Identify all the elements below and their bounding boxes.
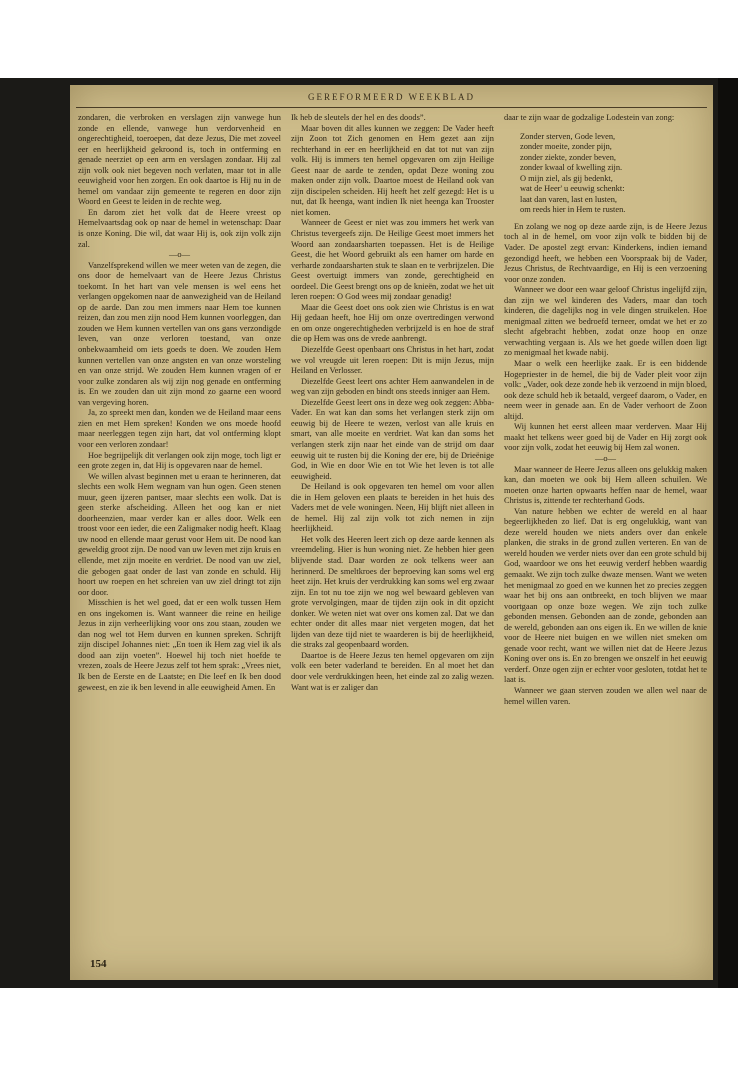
verse-line: O mijn ziel, als gij bedenkt, [520, 173, 613, 183]
magazine-page [70, 85, 713, 980]
paragraph: Diezelfde Geest leert ons achter Hem aanwandelen in de weg van zijn geboden en bindt ons steeds inniger aan Hem. [291, 376, 494, 397]
section-separator: —o— [595, 453, 616, 463]
paragraph: En zolang we nog op deze aarde zijn, is de Heere Jezus toch al in de hemel, om voor zijn volk te bidden bij de Vader. De apostel zegt ervan: Kinderkens, indien iemand gezondigd heeft, we hebben een Voorspraak bij de Vader, Jezus Christus, de Rechtvaardige, en Hij is een verzoening voor onze zonden. [504, 221, 707, 284]
text-column-2 [291, 113, 494, 898]
verse-line: Zonder sterven, Gode leven, [520, 131, 616, 141]
paragraph: Wanneer we gaan sterven zouden we allen wel naar de hemel willen varen. [504, 685, 707, 706]
paragraph: zondaren, die verbroken en verslagen zijn vanwege hun zonde en ellende, vanwege hun verdorvenheid en ongerechtigheid, toeroepen, dat deze Jezus, Die met zoveel eer en heerlijkheid gekroond is, toch in ontferming en genade neerziet op een arm en verslagen zondaar. Hij zal zijn volk ook niet begeven noch verlaten, maar tot in alle eeuwigheid voor hen zorgen. En ook daartoe is Hij nu in de hemel om vandaar zijn gemeente te regeren en door zijn Woord en Geest te leiden in de rechte weg. [78, 113, 281, 207]
paragraph: De Heiland is ook opgevaren ten hemel om voor allen die in Hem geloven een plaats te bereiden in het huis des Vaders met de vele woningen. Neen, Hij blijft niet alleen in de hemel. Hij zal zijn volk tot zich nemen in zijn heerlijkheid. [291, 482, 494, 534]
page-number: 154 [90, 958, 107, 970]
paragraph: Maar o welk een heerlijke zaak. Er is een biddende Hogepriester in de hemel, die bij de Vader pleit voor zijn volk: „Vader, ook deze zonde heb ik verzoend in mijn bloed, ook deze schuld heb ik betaald, vergeef daarom, o Vader, en neem weer in genade aan. En de Vader verhoort de Zoon altijd. [504, 359, 707, 421]
paragraph: Misschien is het wel goed, dat er een wolk tussen Hem en ons ingekomen is. Want wanneer die reine en heilige Jezus in zijn verheerlijking voor ons zou staan, zouden we dan nog wel tot Hem durven en kunnen spreken. Schrijft zijn discipel Johannes niet: „En toen ik Hem zag viel ik als dood aan zijn voeten”. Hoewel hij toch niet hoefde te vrezen, zoals de Heere Jezus zelf tot hem sprak: „Vrees niet, Ik ben de Eerste en de Laatste; en Die leef en Ik ben dood geweest, en zie ik ben levend in alle eeuwigheid Amen. En [78, 598, 281, 692]
paragraph: Van nature hebben we echter de wereld en al haar begeerlijkheden zo lief. Dat is erg ongelukkig, want van deze wereld houden we niets anders over dan enkele planken, die straks in de grond zullen verteren. En van de wereld houden we verder niets over dan een grote schuld bij God, waardoor we ons het eeuwig verderf hebben waardig gemaakt. We zijn toch zulke dwaze mensen. Want we weten het menigmaal zo goed en we kunnen het zo precies zeggen waar het bij ons aan ontbreekt, en toch blijven we maar voortgaan op onze boze wegen. We zijn toch zulke gebonden mensen. Gebonden aan de zonde, gebonden aan de wereld, gebonden aan ons eigen ik. En we willen de knie voor de Heere niet buigen en we willen niet smeken om genade voor recht, want we willen niet dat de Heere Jezus Koning over ons is. En zo brengen we onszelf in het eeuwig verderf. Onze ogen zijn er echter voor gesloten, totdat het te laat is. [504, 506, 707, 685]
paragraph: En darom ziet het volk dat de Heere vreest op Hemelvaartsdag ook op naar de hemel in wetenschap: Daar is onze Koning. Die wil, dat waar Hij is, ook zijn volk zijn zal. [78, 207, 281, 249]
paragraph: Wanneer we door een waar geloof Christus ingelijfd zijn, dan zijn we wel kinderen des Vaders, maar dan toch kinderen, die dagelijks nog in vele dingen struikelen. Hoe menigmaal zitten we bedroefd terneer, omdat we het er zo slecht afgebracht hebben, zodat onze hoop en onze verwachting vergaan is. Als we het goede willen doen ligt zo menigmaal het kwade nabij. [504, 285, 707, 358]
paragraph: Maar boven dit alles kunnen we zeggen: De Vader heeft zijn Zoon tot Zich genomen en Hem gezet aan zijn rechterhand in eer en heerlijkheid en dat tot nut van zijn volk. Hij is immers ten hemel opgevaren om zijn Heilige Geest naar de aarde te zenden, opdat Deze woning zou maken onder zijn volk. Daartoe moest de Heiland ook van zijn discipelen scheiden. Hij heeft het zelf gezegd: Het is u nut, dat Ik heenga, want indien Ik niet heenga kan Trooster niet komen. [291, 123, 494, 217]
verse-line: zonder moeite, zonder pijn, [520, 142, 612, 152]
verse-line: om reeds hier in Hem te rusten. [520, 205, 626, 215]
paragraph: Daartoe is de Heere Jezus ten hemel opgevaren om zijn volk een beter vaderland te bereiden. En al moet het dan door vele verdrukkingen heen, het einde zal zo zalig wezen. Want wat is er zaliger dan [291, 650, 494, 692]
paragraph: daar te zijn waar de godzalige Lodestein van zong: [504, 113, 675, 122]
hymn-verse [504, 132, 707, 216]
paragraph: Diezelfde Geest openbaart ons Christus in het hart, zodat we vol vreugde uit leren roepen: Dit is mijn Jezus, mijn Heiland en Verlosser. [291, 345, 494, 376]
running-header: GEREFORMEERD WEEKBLAD [307, 92, 476, 102]
paragraph: Het volk des Heeren leert zich op deze aarde kennen als vreemdeling. Hier is hun woning niet. Ze hebben hier geen blijvende stad. Daar worden ze ook telkens weer aan herinnerd. De smeltkroes der beproeving kan soms wel erg heet zijn. Het kruis der verdrukking kan soms wel erg zwaar zijn. En tot nu toe zijn we nog wel bewaard gebleven van grote vervolgingen, maar de tijden zijn ook in dit opzicht donker. We weten niet wat over ons komen zal. Dat we dan echter onder dit alles maar niet vergeten mogen, dat het lijden van deze tijd niet te waarderen is bij de heerlijkheid, die straks zal geopenbaard worden. [291, 534, 494, 650]
paragraph: Hoe begrijpelijk dit verlangen ook zijn moge, toch ligt er een grote zegen in, dat Hij is opgevaren naar de hemel. [78, 450, 281, 471]
book-gutter [718, 78, 738, 988]
paragraph: Maar wanneer de Heere Jezus alleen ons gelukkig maken kan, dan moeten we ook bij Hem alleen schuilen. We moeten onze harten opwaarts heffen naar de hemel, waar Christus is, zittende ter rechterhand Gods. [504, 464, 707, 506]
paragraph: Ik heb de sleutels der hel en des doods”. [291, 113, 426, 122]
header-rule [76, 107, 707, 108]
paragraph: We willen alvast beginnen met u eraan te herinneren, dat slechts een wolk Hem wegnam van hun ogen. Geen stenen muur, geen ijzeren pantser, maar slechts een wolk. Dat is geen sterke afscheiding. Alleen het oog kan er niet doorheenzien, maar verder kan er alles door. Welk een troost voor een ieder, die een Zaligmaker nodig heeft. Klaag uw nood en ellende maar gerust voor Hem uit. De nood kan geweldig groot zijn. De nood van uw leven met zijn kruis en ellende, met zijn moeite en verdriet. De nood van uw ziel, die gebogen gaat onder de last van zonde en schuld. Hij hoort uw roepen en het schreien van uw ziel dringt tot zijn oor door. [78, 471, 281, 597]
paragraph: Maar die Geest doet ons ook zien wie Christus is en wat Hij gedaan heeft, hoe Hij om onze overtredingen verwond en om onze ongerechtigheden verbrijzeld is en hoe de straf die op Hem was ons de vrede aanbrengt. [291, 302, 494, 344]
paragraph: Vanzelfsprekend willen we meer weten van de zegen, die ons door de hemelvaart van de Heere Jezus Christus toekomt. In het hart van vele mensen is wel eens het verlangen opgekomen naar de aanwezigheid van de Heiland op de aarde. Dan zou men immers naar Hem toe kunnen reizen, dan zou men zijn nood Hem kunnen voorleggen, dan zouden we Hem kunnen vertellen van ons gans verzondigde leven, van onze verloren toestand, van onze onbekwaamheid om iets goeds te doen. We zouden Hem kunnen vertellen van onze angsten en van onze worsteling en van onze strijd. We zouden Hem kunnen vragen of er voor zulke zondaren als wij zijn nog genade en ontferming is. En we zouden dan uit zijn mond zo gaarne een woord van vergeving horen. [78, 260, 281, 407]
verse-line: wat de Heer' u eeuwig schenkt: [520, 184, 625, 194]
paragraph: Diezelfde Geest leert ons in deze weg ook zeggen: Abba-Vader. En wat kan dan soms het verlangen sterk zijn om eeuwig bij de Heere te wezen, verlost van alle kruis en smart, van alle moeite en verdriet. Wat kan dan soms het verlangen sterk zijn naar het einde van de strijd om daar eeuwig uit te rusten bij die Koning der ere, bij de Drieënige God, in Wie en door Wie en tot Wie het leven is tot alle eeuwigheid. [291, 397, 494, 481]
paragraph: Wanneer de Geest er niet was zou immers het werk van Christus tevergeefs zijn. De Heilige Geest moet immers het Woord aan zondaarsharten toepassen. Het is de Heilige Geest, die het Woord gebruikt als een hamer om harde en verharde zondaarsharten stuk te slaan en te verbrijzelen. Die Geest overtuigt immers van zonde, gerechtigheid en oordeel. Die Geest brengt ons op de knieën, zodat we het uit leren roepen: O God wees mij zondaar genadig! [291, 218, 494, 302]
verse-line: laat dan varen, last en lusten, [520, 194, 617, 204]
verse-line: zonder kwaal of kwelling zijn. [520, 163, 623, 173]
section-separator: —o— [169, 250, 190, 260]
paragraph: Wij kunnen het eerst alleen maar verderven. Maar Hij maakt het telkens weer goed bij de Vader en Hij zorgt ook voor zijn volk, zodat het eeuwig bij Hem zal wonen. [504, 422, 707, 453]
paragraph: Ja, zo spreekt men dan, konden we de Heiland maar eens zien en met Hem spreken! Konden we ons moede hoofd maar neerleggen tegen zijn hart, dat vol ontferming klopt voor een verloren zondaar! [78, 408, 281, 449]
text-column-1 [78, 113, 281, 898]
verse-line: zonder ziekte, zonder beven, [520, 152, 617, 162]
text-column-3 [504, 113, 707, 898]
